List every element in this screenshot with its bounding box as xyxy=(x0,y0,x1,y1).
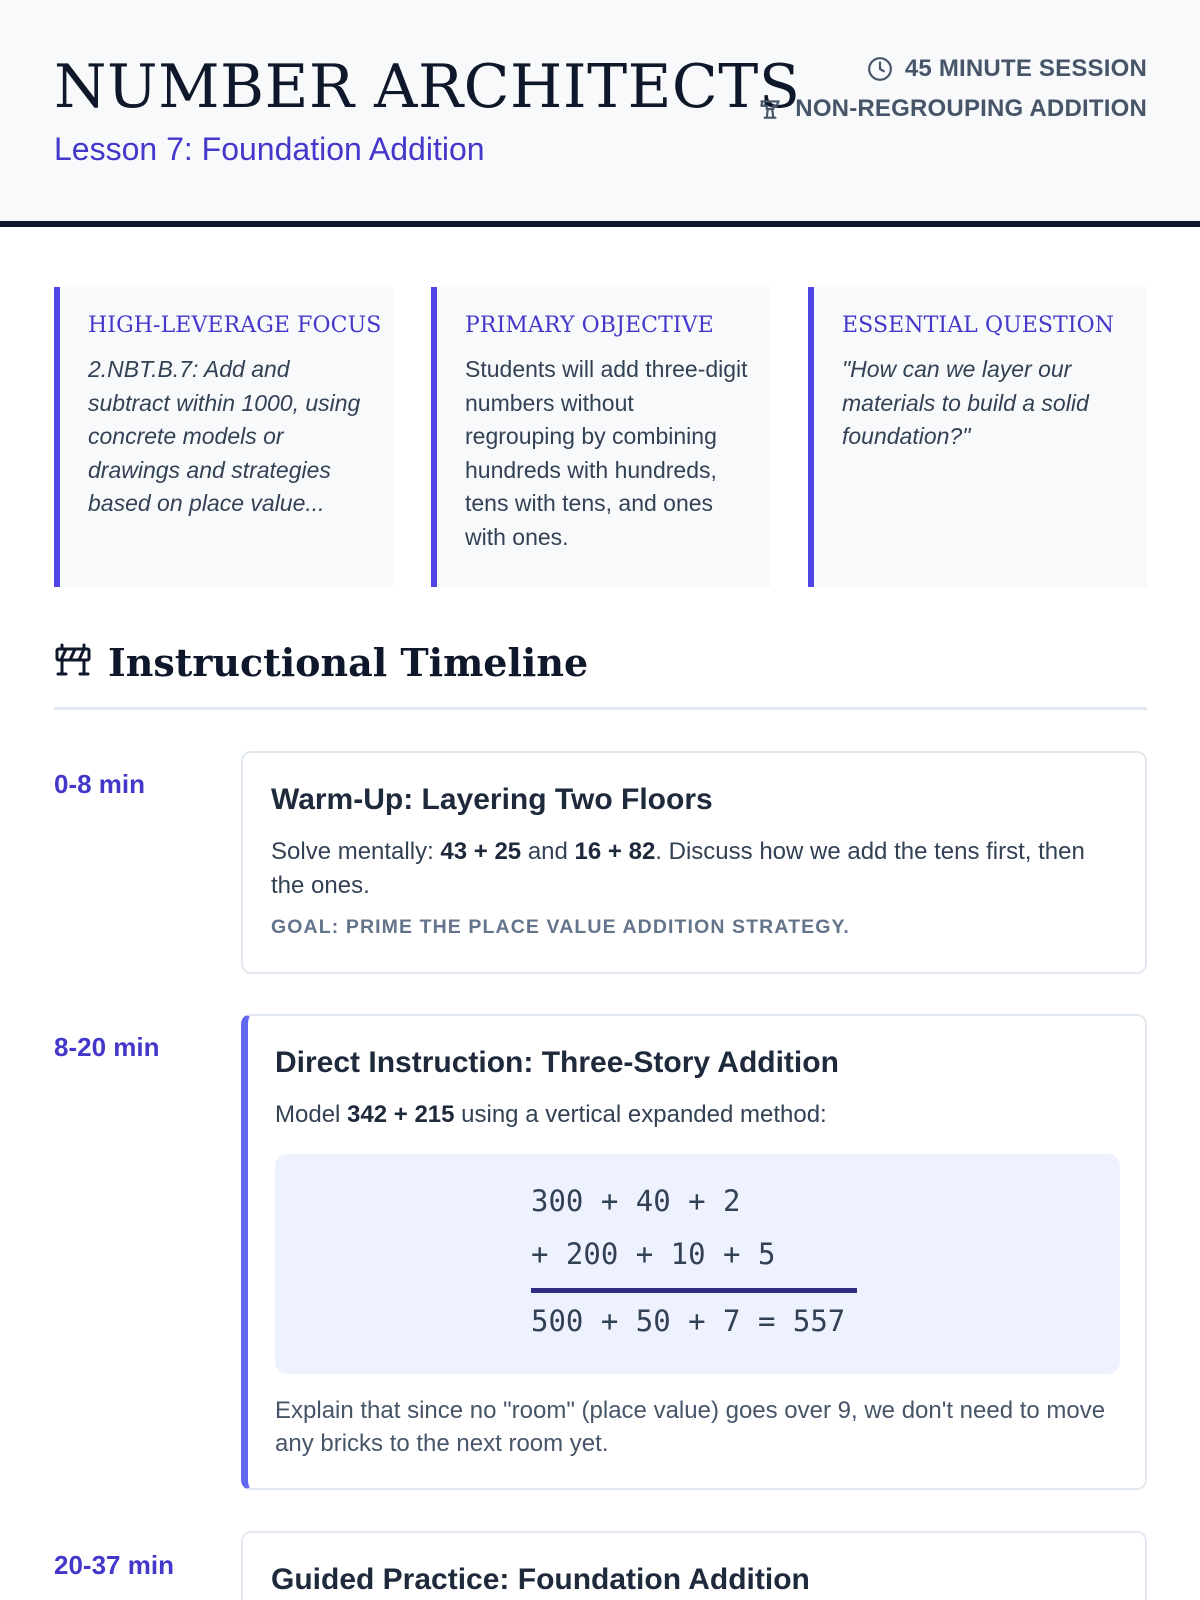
timeline-time: 8-20 min xyxy=(54,1032,160,1062)
block-goal: GOAL: PRIME THE PLACE VALUE ADDITION STRATEGY. xyxy=(271,916,850,938)
sum-rule xyxy=(531,1288,857,1293)
lesson-skill-label: NON-REGROUPING ADDITION xyxy=(795,95,1147,122)
focus-card xyxy=(54,287,393,587)
lesson-skill xyxy=(757,95,1147,123)
warmup-expression: 16 + 82 xyxy=(574,838,656,865)
block-title: Warm-Up: Layering Two Floors xyxy=(271,783,713,816)
block-note: Explain that since no "room" (place value) goes over 9, we don't need to move any bricks to the next room yet. xyxy=(275,1396,1106,1457)
session-length-label: 45 MINUTE SESSION xyxy=(904,55,1147,82)
timeline-time: 20-37 min xyxy=(54,1550,174,1580)
card-label: ESSENTIAL QUESTION xyxy=(842,313,1115,338)
card-label: HIGH-LEVERAGE FOCUS xyxy=(88,313,382,338)
block-title: Direct Instruction: Three-Story Addition xyxy=(275,1046,839,1079)
timeline-block-direct-instruction xyxy=(241,1014,1147,1490)
card-body: "How can we layer our materials to build a solid foundation?" xyxy=(842,356,1089,449)
card-label: PRIMARY OBJECTIVE xyxy=(465,313,714,338)
section-title: Instructional Timeline xyxy=(108,640,589,685)
lesson-header xyxy=(0,0,1200,227)
sum-line: 500 + 50 + 7 = 557 xyxy=(531,1303,846,1338)
timeline-time: 0-8 min xyxy=(54,769,146,799)
lesson-subtitle: Lesson 7: Foundation Addition xyxy=(54,131,485,167)
objective-card xyxy=(431,287,770,587)
page-title: NUMBER ARCHITECTS xyxy=(54,52,801,122)
addend-line: 300 + 40 + 2 xyxy=(531,1183,741,1218)
clock-icon xyxy=(867,56,893,82)
warmup-expression: 43 + 25 xyxy=(440,838,522,865)
card-body: Students will add three-digit numbers without regrouping by combining hundreds with hundreds, tens with tens, and ones with ones. xyxy=(465,356,748,550)
session-length xyxy=(867,55,1147,83)
timeline-block-guided-practice xyxy=(241,1531,1147,1600)
model-expression: 342 + 215 xyxy=(347,1101,455,1128)
overview-cards xyxy=(54,287,1147,587)
section-divider xyxy=(54,707,1147,710)
timeline-heading xyxy=(54,640,588,685)
anvil-icon xyxy=(757,96,783,122)
timeline-block-warmup xyxy=(241,751,1147,974)
block-title: Guided Practice: Foundation Addition xyxy=(271,1563,810,1596)
construction-barrier-icon xyxy=(54,643,92,682)
expanded-addition-example xyxy=(275,1154,1120,1374)
block-text: Solve mentally: 43 + 25 and 16 + 82. Discuss how we add the tens first, then the ones. xyxy=(271,838,1085,899)
block-text: Model 342 + 215 using a vertical expanded method: xyxy=(275,1101,827,1128)
question-card xyxy=(808,287,1147,587)
addend-line: + 200 + 10 + 5 xyxy=(531,1236,776,1271)
card-body: 2.NBT.B.7: Add and subtract within 1000, using concrete models or drawings and strategies based on place value... xyxy=(88,356,361,516)
